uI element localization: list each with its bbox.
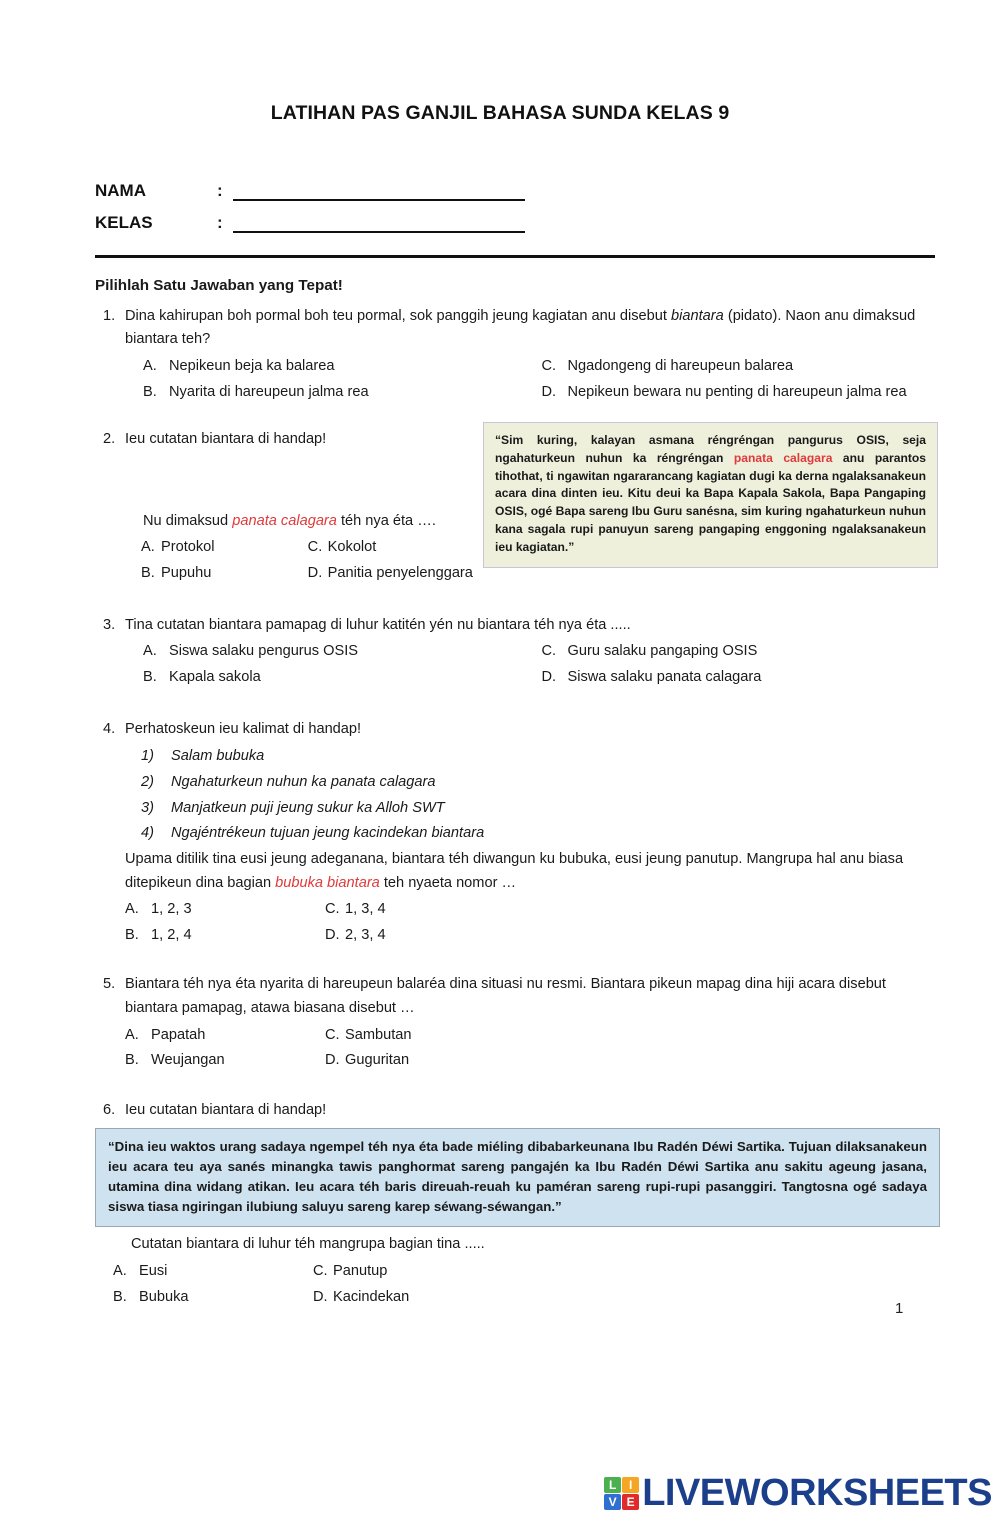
sub-item-number: 4) xyxy=(141,825,154,842)
logo-wordmark: LIVEWORKSHEETS xyxy=(642,1472,992,1514)
option-key: D. xyxy=(541,669,557,686)
question-6-quote-box: “Dina ieu waktos urang sadaya ngempel téh nya éta bade miéling dibabarkeunana Ibu Radén Déwi Sartika. Tujuan dilaksanakeun ieu acara teu aya sanés minangka tawis panghormat sareng pangajén ka Ibu Radén Déwi Sartika anu sakitu ageung jasana, utamina dina widang atikan. Ieu acara téh baris direuah-reuah ku paméran sareng rupi-rupi pasanggiri. Tangtosna ogé sadaya siswa tiasa ngiringan ilubiung saluyu sareng karep séwang-séwangan.” xyxy=(95,1128,940,1228)
sub-item-number: 3) xyxy=(141,799,154,816)
option-text: Kokolot xyxy=(327,539,377,556)
q4-para-part2: teh nyaeta nomor … xyxy=(379,874,517,891)
question-4 xyxy=(95,718,940,950)
option-text: 1, 2, 3 xyxy=(151,901,192,918)
option-text: Guru salaku pangaping OSIS xyxy=(567,643,758,660)
option-text: Weujangan xyxy=(151,1052,225,1069)
q4-para-part1: Upama ditilik tina eusi jeung adeganana, biantara téh diwangun ku bubuka, eusi jeung panutup. Mangrupa hal anu biasa ditepikeun dina bagian xyxy=(125,850,904,891)
question-5-option-d[interactable] xyxy=(325,1049,733,1073)
liveworksheets-logo xyxy=(604,1472,992,1515)
option-key: C. xyxy=(313,1263,328,1280)
question-1-option-a[interactable] xyxy=(143,355,542,379)
question-3 xyxy=(95,614,940,692)
option-key: A. xyxy=(143,643,157,660)
option-key: D. xyxy=(541,383,557,400)
question-4-option-a[interactable] xyxy=(125,898,325,922)
option-text: Nepikeun beja ka balarea xyxy=(169,357,335,374)
option-key: D. xyxy=(325,926,340,943)
question-6-number: 6. xyxy=(103,1102,116,1118)
q1-stem-part2: (pidato). Naon anu dimaksud biantara teh? xyxy=(125,307,916,348)
question-4-option-b[interactable] xyxy=(125,924,325,948)
question-5 xyxy=(95,973,940,1075)
question-3-option-d[interactable] xyxy=(542,666,941,690)
option-text: Siswa salaku pengurus OSIS xyxy=(169,643,359,660)
question-6-stem: Ieu cutatan biantara di handap! xyxy=(125,1102,327,1118)
q2-substem-part2: téh nya éta …. xyxy=(336,512,436,529)
question-3-options xyxy=(125,640,940,691)
logo-tile-i: I xyxy=(622,1477,639,1493)
question-4-sub-items xyxy=(125,745,940,846)
name-label: NAMA xyxy=(95,181,146,200)
logo-tile-l: L xyxy=(604,1477,621,1493)
option-text: Nepikeun bewara nu penting di hareupeun jalma rea xyxy=(567,383,907,400)
question-3-number: 3. xyxy=(103,616,116,633)
question-4-stem: Perhatoskeun ieu kalimat di handap! xyxy=(125,720,362,737)
name-colon: : xyxy=(217,181,223,200)
option-text: Panitia penyelenggara xyxy=(327,565,473,582)
quote-highlight: panata calagara xyxy=(733,450,833,465)
option-key: D. xyxy=(325,1052,340,1069)
option-text: Ngadongeng di hareupeun balarea xyxy=(567,357,794,374)
question-3-option-c[interactable] xyxy=(542,640,941,664)
question-2 xyxy=(95,428,940,588)
question-1-option-b[interactable] xyxy=(143,381,542,405)
option-key: A. xyxy=(143,357,157,374)
option-key: A. xyxy=(113,1263,127,1280)
questions-container xyxy=(95,274,940,1311)
question-6-option-a[interactable] xyxy=(113,1260,313,1284)
option-text: 1, 3, 4 xyxy=(345,901,386,918)
question-5-number: 5. xyxy=(103,976,116,993)
question-3-stem: Tina cutatan biantara pamapag di luhur katitén yén nu biantara téh nya éta ..... xyxy=(125,616,631,633)
sub-item-number: 2) xyxy=(141,773,154,790)
header-divider xyxy=(95,255,935,258)
question-6-options xyxy=(95,1260,940,1311)
class-label: KELAS xyxy=(95,213,153,232)
option-key: C. xyxy=(541,643,557,660)
option-key: B. xyxy=(141,565,155,582)
option-text: Eusi xyxy=(139,1263,168,1280)
question-5-options xyxy=(125,1024,940,1075)
quote-part1: “Sim kuring, kalayan asmana réngréngan pangurus OSIS, seja ngahaturkeun nuhun ka réngréngan xyxy=(495,433,926,465)
question-1-stem xyxy=(125,305,940,352)
class-colon: : xyxy=(217,213,223,232)
question-2-number: 2. xyxy=(103,431,116,448)
question-5-option-c[interactable] xyxy=(325,1024,733,1048)
logo-tile-e: E xyxy=(622,1494,639,1510)
option-text: Siswa salaku panata calagara xyxy=(567,669,762,686)
name-input-line[interactable] xyxy=(233,179,525,201)
option-text: 1, 2, 4 xyxy=(151,926,192,943)
page-title: LATIHAN PAS GANJIL BAHASA SUNDA KELAS 9 xyxy=(270,102,730,124)
option-key: B. xyxy=(113,1288,127,1305)
question-3-option-a[interactable] xyxy=(143,640,542,664)
option-text: Nyarita di hareupeun jalma rea xyxy=(169,383,369,400)
question-4-option-c[interactable] xyxy=(325,898,733,922)
option-key: C. xyxy=(541,357,557,374)
question-5-option-a[interactable] xyxy=(125,1024,325,1048)
option-key: A. xyxy=(125,1026,139,1043)
question-2-options xyxy=(125,536,505,587)
sub-item-text: Salam bubuka xyxy=(171,748,265,765)
option-key: D. xyxy=(307,565,323,582)
option-text: Guguritan xyxy=(345,1052,410,1069)
question-6-option-c[interactable] xyxy=(313,1260,727,1284)
question-4-option-d[interactable] xyxy=(325,924,733,948)
option-text: Papatah xyxy=(151,1026,206,1043)
q2-substem-highlight: panata calagara xyxy=(232,512,337,529)
question-2-quote-box-wrapper xyxy=(483,422,938,567)
option-key: B. xyxy=(125,1052,139,1069)
question-2-quote-box xyxy=(483,422,938,567)
option-key: A. xyxy=(141,539,155,556)
option-text: Kacindekan xyxy=(333,1288,410,1305)
question-5-stem: Biantara téh nya éta nyarita di hareupeun balaréa dina situasi nu resmi. Biantara pikeun mapag dina hiji acara disebut biantara pamapag, atawa biasana disebut … xyxy=(125,976,886,1017)
sub-item-1 xyxy=(141,745,940,769)
sub-item-text: Ngajéntrékeun tujuan jeung kacindekan biantara xyxy=(171,825,485,842)
option-key: B. xyxy=(143,383,157,400)
q1-stem-italic: biantara xyxy=(671,307,724,324)
option-text: Protokol xyxy=(161,539,215,556)
sub-item-4 xyxy=(141,822,940,846)
page-number: 1 xyxy=(895,1300,904,1317)
question-1-number: 1. xyxy=(103,307,116,324)
logo-tiles-icon xyxy=(604,1477,639,1510)
question-1-options xyxy=(125,355,940,406)
sub-item-text: Ngahaturkeun nuhun ka panata calagara xyxy=(171,773,436,790)
option-text: Pupuhu xyxy=(161,565,212,582)
question-2-stem: Ieu cutatan biantara di handap! xyxy=(125,431,327,448)
option-text: Sambutan xyxy=(345,1026,412,1043)
option-text: 2, 3, 4 xyxy=(345,926,386,943)
option-text: Kapala sakola xyxy=(169,669,261,686)
question-6-post-stem: Cutatan biantara di luhur téh mangrupa bagian tina ..... xyxy=(131,1236,485,1253)
option-key: D. xyxy=(313,1288,328,1305)
question-2-sub-stem xyxy=(125,510,505,534)
name-row xyxy=(95,169,935,201)
question-2-option-a[interactable] xyxy=(141,536,308,560)
question-2-option-b[interactable] xyxy=(141,562,308,586)
question-3-option-b[interactable] xyxy=(143,666,542,690)
q4-para-highlight: bubuka biantara xyxy=(275,874,380,891)
question-2-option-c[interactable] xyxy=(308,536,505,560)
question-1-option-d[interactable] xyxy=(542,381,941,405)
option-key: B. xyxy=(125,926,139,943)
option-key: C. xyxy=(325,901,340,918)
sub-item-2 xyxy=(141,771,940,795)
option-key: A. xyxy=(125,901,139,918)
question-4-options xyxy=(125,898,940,949)
quote-part2: anu parantos tihothat, ti ngawitan ngararancang kagiatan dugi ka derna ngalaksanakeun acara dina dinten ieu. Kitu deui ka Bapa Kapala Sakola, Bapa Pangaping OSIS, ogé Bapa sareng Ibu Guru sanésna, sim kuring ngahaturkeun nuhun kana sagala rupi panuyun sareng pangaping enggoning ngalaksanakeun ieu kagiatan.” xyxy=(495,450,926,554)
option-key: C. xyxy=(325,1026,340,1043)
class-row xyxy=(95,201,935,233)
option-text: Panutup xyxy=(333,1263,388,1280)
q1-stem-part1: Dina kahirupan boh pormal boh teu pormal, sok panggih jeung kagiatan anu disebut xyxy=(125,307,672,324)
instruction-text: Pilihlah Satu Jawaban yang Tepat! xyxy=(95,277,343,294)
question-5-option-b[interactable] xyxy=(125,1049,325,1073)
option-key: B. xyxy=(143,669,157,686)
question-1-option-c[interactable] xyxy=(542,355,941,379)
question-6-option-d[interactable] xyxy=(313,1286,727,1310)
sub-item-number: 1) xyxy=(141,748,154,765)
question-2-option-d[interactable] xyxy=(308,562,505,586)
sub-item-text: Manjatkeun puji jeung sukur ka Alloh SWT xyxy=(171,799,445,816)
q2-substem-part1: Nu dimaksud xyxy=(143,512,233,529)
sub-item-3 xyxy=(141,797,940,821)
logo-tile-v: V xyxy=(604,1494,621,1510)
question-4-number: 4. xyxy=(103,720,116,737)
class-input-line[interactable] xyxy=(233,211,525,233)
question-6 xyxy=(95,1099,940,1123)
option-key: C. xyxy=(307,539,323,556)
question-4-paragraph xyxy=(125,848,940,895)
option-text: Bubuka xyxy=(139,1288,189,1305)
question-6-option-b[interactable] xyxy=(113,1286,313,1310)
identity-block xyxy=(95,169,935,233)
question-1 xyxy=(95,305,940,407)
